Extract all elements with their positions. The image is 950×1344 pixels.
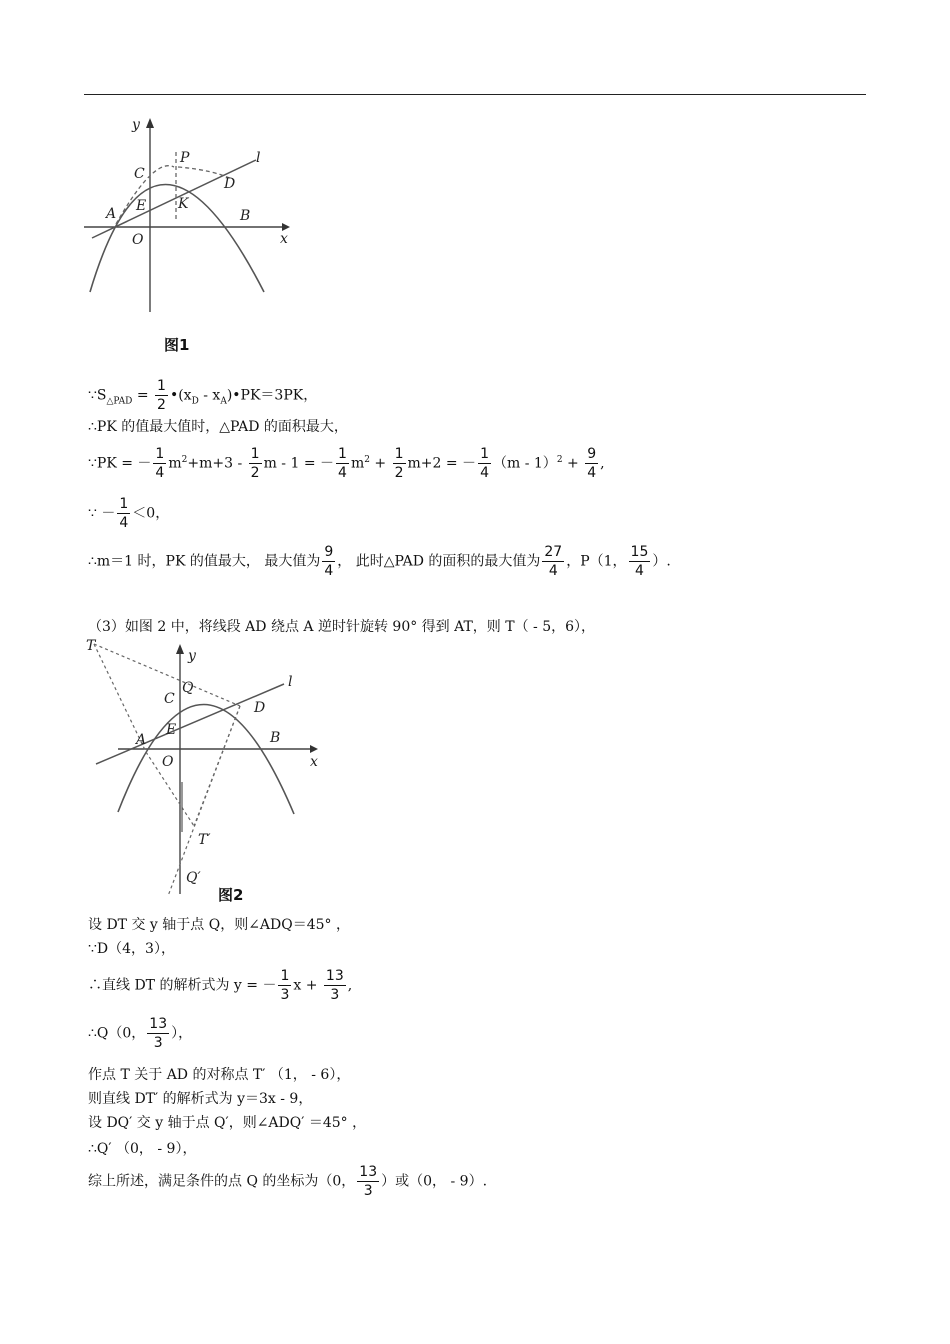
fraction: $\frac{15}{4}$ — [630, 544, 649, 579]
label-t-prime: T′ — [198, 832, 211, 848]
line-1: $\because S_{\triangle PAD}$ = $\frac{1}{2}$ $•(x_D$ - $x_A)•PK=3PK$， — [88, 378, 318, 413]
label-y: y — [188, 648, 196, 664]
label-o: O — [132, 232, 144, 248]
label-e: E — [166, 722, 177, 738]
line-14: ∴Q′ （0， - 9）， — [88, 1141, 197, 1157]
line-15: 综上所述，满足条件的点 Q 的坐标为（0， $\frac{13}{3}$ ）或（0， - 9）. — [88, 1164, 488, 1199]
fraction: $\frac{9}{4}$ — [587, 446, 597, 481]
line-3: ∵PK = － $\frac{1}{4}$ $m^2+m+3$ - $\frac{1}{2}$ m - 1 = － $\frac{1}{4}$ $m^2$ + $\frac{1}{2}$ m+2 = － $\frac{1}{4}$ （m - 1）$^2$ + $\frac{9}{4}$ , — [88, 446, 605, 481]
line-l — [96, 684, 284, 764]
fraction: $\frac{1}{4}$ — [155, 446, 165, 481]
fraction: $\frac{1}{2}$ — [394, 446, 404, 481]
fraction: $\frac{13}{3}$ — [149, 1016, 168, 1051]
line-6: （3）如图 2 中，将线段 AD 绕点 A 逆时针旋转 90° 得到 AT，则 T（ - 5，6）， — [88, 619, 596, 635]
fraction: $\frac{1}{3}$ — [280, 968, 290, 1003]
fraction: $\frac{27}{4}$ — [544, 544, 563, 579]
label-p: P — [180, 150, 190, 166]
label-y: y — [132, 117, 140, 133]
line-11: 作点 T 关于 AD 的对称点 T′ （1， - 6）， — [88, 1067, 351, 1083]
label-x: x — [310, 754, 318, 770]
line-9: ∴直线 DT 的解析式为 y = － $\frac{1}{3}$ x + $\frac{13}{3}$ , — [88, 968, 353, 1003]
x-axis-arrow-icon — [282, 223, 290, 231]
fraction: $\frac{9}{4}$ — [324, 544, 334, 579]
label-q: Q — [182, 680, 194, 696]
fraction: $\frac{1}{4}$ — [119, 496, 129, 531]
fraction: $\frac{1}{2}$ — [157, 378, 166, 413]
label-o: O — [162, 754, 174, 770]
parabola-curve — [90, 185, 264, 293]
line-10: ∴Q（0， $\frac{13}{3}$ ）， — [88, 1016, 193, 1051]
label-a: A — [106, 206, 117, 222]
y-axis-arrow-icon — [146, 118, 154, 128]
line-2: ∴PK 的值最大值时，△PAD 的面积最大， — [88, 419, 348, 435]
label-q-prime: Q′ — [186, 870, 201, 886]
label-c: C — [164, 691, 175, 707]
label-c: C — [134, 166, 145, 182]
label-d: D — [224, 176, 236, 192]
fraction: $\frac{13}{3}$ — [359, 1164, 378, 1199]
line-7: 设 DT 交 y 轴于点 Q，则∠ADQ＝45° ， — [88, 917, 351, 933]
line-4: ∵ － $\frac{1}{4}$ ＜0， — [88, 496, 170, 531]
label-x: x — [280, 231, 288, 247]
dashed-dq-prime — [168, 706, 240, 896]
line-8: ∵D（4，3）， — [88, 941, 175, 957]
label-k: K — [178, 196, 189, 212]
label-l: l — [256, 150, 261, 166]
dashed-ap — [116, 166, 174, 224]
label-t: T — [86, 638, 96, 654]
label-l: l — [288, 674, 293, 690]
y-axis-arrow-icon — [176, 644, 184, 654]
figure-2-caption: 图2 — [218, 886, 244, 904]
label-b: B — [270, 730, 281, 746]
line-5: ∴m＝1 时，PK 的值最大， 最大值为 $\frac{9}{4}$ ， 此时△PAD 的面积的最大值为 $\frac{27}{4}$ ，P（1， $\frac{15}{4}$ ）. — [88, 544, 671, 579]
label-b: B — [240, 208, 251, 224]
figure-2 — [84, 632, 344, 900]
figure-1-caption: 图1 — [164, 336, 190, 354]
label-e: E — [136, 198, 147, 214]
figure-1 — [84, 112, 304, 322]
fraction: $\frac{13}{3}$ — [325, 968, 344, 1003]
label-a: A — [136, 732, 147, 748]
header-rule — [84, 94, 866, 95]
fraction: $\frac{1}{4}$ — [480, 446, 489, 481]
x-axis-arrow-icon — [310, 745, 318, 753]
fraction: $\frac{1}{4}$ — [338, 446, 347, 481]
line-13: 设 DQ′ 交 y 轴于点 Q′，则∠ADQ′ ＝45° ， — [88, 1115, 367, 1131]
label-d: D — [254, 700, 266, 716]
line-12: 则直线 DT′ 的解析式为 y＝3x - 9， — [88, 1091, 313, 1107]
parabola-curve — [118, 704, 294, 814]
fraction: $\frac{1}{2}$ — [250, 446, 260, 481]
